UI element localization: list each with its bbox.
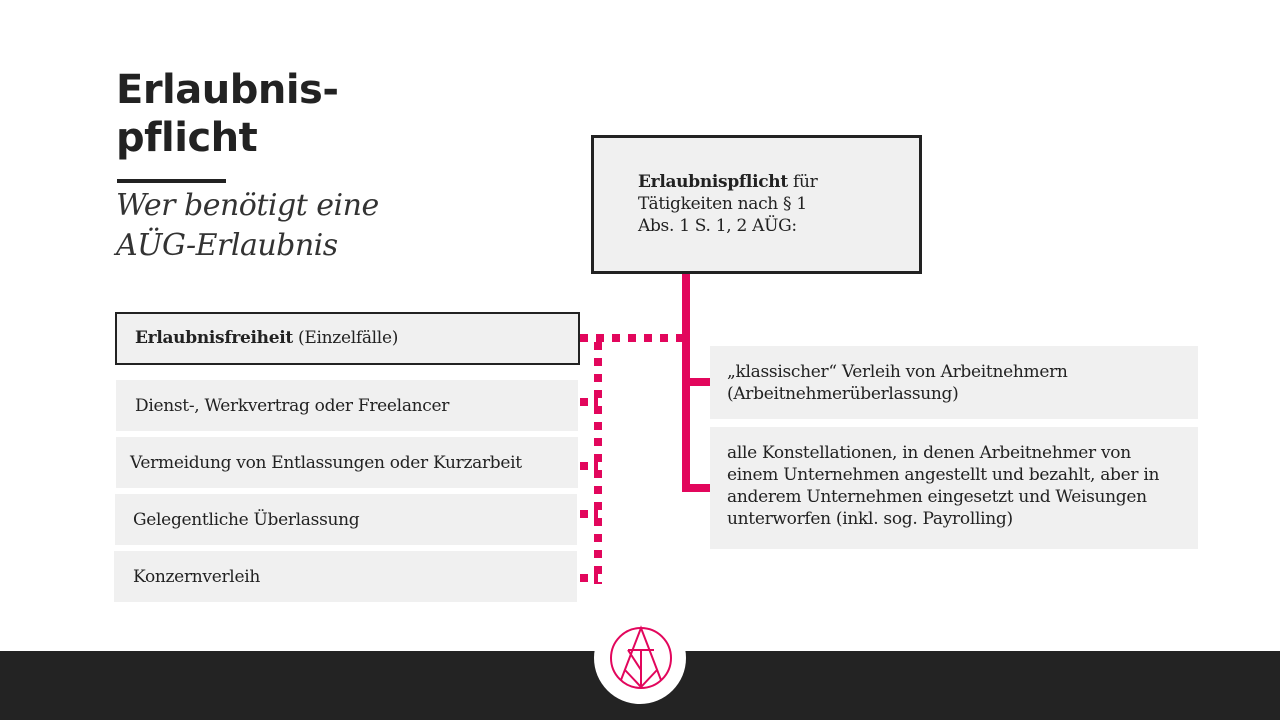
exemption-item: Dienst-, Werkvertrag oder Freelancer <box>116 380 578 431</box>
exemption-item: Gelegentliche Überlassung <box>115 494 577 545</box>
exemption-box <box>115 312 580 365</box>
exemption-box-bold: Erlaubnisfreiheit <box>135 328 293 348</box>
permit-box <box>591 135 922 274</box>
permit-item: alle Konstellationen, in denen Arbeitnehmer von einem Unternehmen angestellt und bezahlt, aber in anderem Unternehmen eingesetzt und Weisungen unterworfen (inkl. sog. Payrolling) <box>710 427 1198 549</box>
slide-subtitle: Wer benötigt eine AÜG-Erlaubnis <box>116 188 379 263</box>
slide-title: Erlaubnis- pflicht <box>116 67 339 161</box>
triangle-in-circle-logo <box>610 625 672 691</box>
permit-box-bold: Erlaubnispflicht <box>638 172 788 192</box>
exemption-item: Konzernverleih <box>114 551 577 602</box>
permit-box-text: für Tätigkeiten nach § 1 Abs. 1 S. 1, 2 AÜG: <box>638 172 818 236</box>
permit-item: „klassischer“ Verleih von Arbeitnehmern (Arbeitnehmerüberlassung) <box>710 346 1198 419</box>
exemption-box-text: (Einzelfälle) <box>292 328 399 348</box>
logo-badge <box>594 612 686 704</box>
title-underline <box>117 179 226 183</box>
connector-branch-1 <box>682 378 710 386</box>
exemption-item: Vermeidung von Entlassungen oder Kurzarbeit <box>116 437 578 488</box>
connector-branch-2 <box>682 484 710 492</box>
